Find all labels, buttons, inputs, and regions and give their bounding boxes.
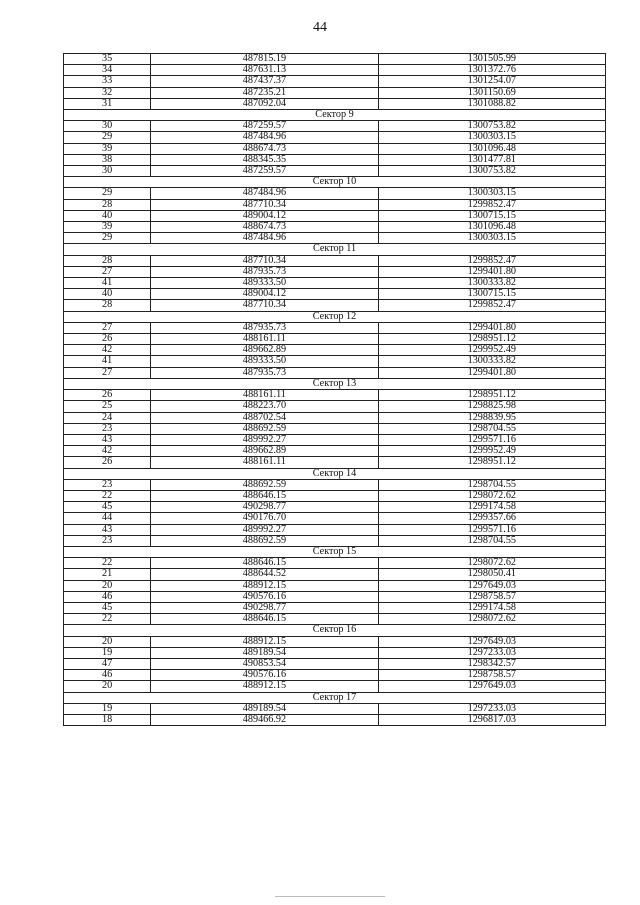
sector-label: Сектор 11 (64, 244, 606, 255)
point-number-cell: 32 (64, 87, 151, 98)
x-coordinate-cell: 490176.70 (151, 513, 378, 524)
y-coordinate-cell: 1298758.57 (378, 591, 605, 602)
table-row (64, 658, 606, 669)
y-coordinate-cell: 1300715.15 (378, 289, 605, 300)
x-coordinate-cell: 488674.73 (151, 143, 378, 154)
point-number-cell: 26 (64, 457, 151, 468)
table-row (64, 143, 606, 154)
table-row (64, 54, 606, 65)
coordinates-table (63, 53, 606, 726)
point-number-cell: 29 (64, 132, 151, 143)
x-coordinate-cell: 489333.50 (151, 356, 378, 367)
x-coordinate-cell: 488161.11 (151, 390, 378, 401)
y-coordinate-cell: 1298951.12 (378, 457, 605, 468)
y-coordinate-cell: 1298050.41 (378, 569, 605, 580)
table-row (64, 490, 606, 501)
table-row (64, 703, 606, 714)
point-number-cell: 34 (64, 65, 151, 76)
y-coordinate-cell: 1298072.62 (378, 614, 605, 625)
table-row (64, 188, 606, 199)
y-coordinate-cell: 1298951.12 (378, 334, 605, 345)
y-coordinate-cell: 1300715.15 (378, 210, 605, 221)
point-number-cell: 42 (64, 345, 151, 356)
point-number-cell: 27 (64, 367, 151, 378)
y-coordinate-cell: 1299357.66 (378, 513, 605, 524)
point-number-cell: 33 (64, 76, 151, 87)
sector-header-row (64, 311, 606, 322)
x-coordinate-cell: 487259.57 (151, 121, 378, 132)
point-number-cell: 47 (64, 658, 151, 669)
point-number-cell: 29 (64, 233, 151, 244)
point-number-cell: 30 (64, 121, 151, 132)
y-coordinate-cell: 1299852.47 (378, 199, 605, 210)
x-coordinate-cell: 488674.73 (151, 222, 378, 233)
y-coordinate-cell: 1298758.57 (378, 670, 605, 681)
table-row (64, 569, 606, 580)
sector-label: Сектор 12 (64, 311, 606, 322)
point-number-cell: 23 (64, 535, 151, 546)
sector-header-row (64, 692, 606, 703)
point-number-cell: 45 (64, 502, 151, 513)
sector-header-row (64, 177, 606, 188)
table-row (64, 356, 606, 367)
table-row (64, 266, 606, 277)
sector-label: Сектор 15 (64, 546, 606, 557)
sector-label: Сектор 14 (64, 468, 606, 479)
table-row (64, 502, 606, 513)
y-coordinate-cell: 1301372.76 (378, 65, 605, 76)
table-row (64, 76, 606, 87)
x-coordinate-cell: 487710.34 (151, 300, 378, 311)
x-coordinate-cell: 489189.54 (151, 703, 378, 714)
y-coordinate-cell: 1301096.48 (378, 222, 605, 233)
table-row (64, 714, 606, 725)
table-row (64, 289, 606, 300)
y-coordinate-cell: 1300333.82 (378, 356, 605, 367)
point-number-cell: 27 (64, 266, 151, 277)
point-number-cell: 43 (64, 524, 151, 535)
y-coordinate-cell: 1301505.99 (378, 54, 605, 65)
table-row (64, 121, 606, 132)
point-number-cell: 38 (64, 154, 151, 165)
table-row (64, 479, 606, 490)
x-coordinate-cell: 488702.54 (151, 412, 378, 423)
point-number-cell: 28 (64, 300, 151, 311)
table-row (64, 255, 606, 266)
x-coordinate-cell: 487710.34 (151, 199, 378, 210)
point-number-cell: 22 (64, 558, 151, 569)
point-number-cell: 20 (64, 580, 151, 591)
x-coordinate-cell: 488912.15 (151, 681, 378, 692)
point-number-cell: 24 (64, 412, 151, 423)
y-coordinate-cell: 1298839.95 (378, 412, 605, 423)
y-coordinate-cell: 1299401.80 (378, 266, 605, 277)
table-row (64, 210, 606, 221)
x-coordinate-cell: 489004.12 (151, 210, 378, 221)
table-row (64, 457, 606, 468)
y-coordinate-cell: 1297649.03 (378, 580, 605, 591)
x-coordinate-cell: 487484.96 (151, 132, 378, 143)
y-coordinate-cell: 1299952.49 (378, 446, 605, 457)
x-coordinate-cell: 487935.73 (151, 322, 378, 333)
x-coordinate-cell: 488223.70 (151, 401, 378, 412)
y-coordinate-cell: 1299401.80 (378, 367, 605, 378)
x-coordinate-cell: 490576.16 (151, 670, 378, 681)
table-row (64, 558, 606, 569)
sector-header-row (64, 468, 606, 479)
point-number-cell: 29 (64, 188, 151, 199)
y-coordinate-cell: 1299401.80 (378, 322, 605, 333)
y-coordinate-cell: 1301096.48 (378, 143, 605, 154)
point-number-cell: 35 (64, 54, 151, 65)
y-coordinate-cell: 1298072.62 (378, 558, 605, 569)
point-number-cell: 46 (64, 591, 151, 602)
y-coordinate-cell: 1297649.03 (378, 681, 605, 692)
point-number-cell: 26 (64, 390, 151, 401)
x-coordinate-cell: 488692.59 (151, 423, 378, 434)
point-number-cell: 22 (64, 614, 151, 625)
y-coordinate-cell: 1301477.81 (378, 154, 605, 165)
x-coordinate-cell: 489992.27 (151, 434, 378, 445)
table-row (64, 446, 606, 457)
point-number-cell: 27 (64, 322, 151, 333)
table-row (64, 434, 606, 445)
table-row (64, 334, 606, 345)
point-number-cell: 40 (64, 289, 151, 300)
y-coordinate-cell: 1299852.47 (378, 255, 605, 266)
point-number-cell: 46 (64, 670, 151, 681)
table-row (64, 154, 606, 165)
y-coordinate-cell: 1298951.12 (378, 390, 605, 401)
point-number-cell: 19 (64, 703, 151, 714)
table-row (64, 670, 606, 681)
table-row (64, 98, 606, 109)
table-row (64, 423, 606, 434)
point-number-cell: 44 (64, 513, 151, 524)
table-row (64, 647, 606, 658)
y-coordinate-cell: 1300753.82 (378, 166, 605, 177)
sector-label: Сектор 13 (64, 378, 606, 389)
point-number-cell: 18 (64, 714, 151, 725)
y-coordinate-cell: 1300303.15 (378, 132, 605, 143)
sector-header-row (64, 110, 606, 121)
table-row (64, 222, 606, 233)
x-coordinate-cell: 488644.52 (151, 569, 378, 580)
table-row (64, 580, 606, 591)
x-coordinate-cell: 489189.54 (151, 647, 378, 658)
x-coordinate-cell: 487935.73 (151, 266, 378, 277)
table-row (64, 278, 606, 289)
x-coordinate-cell: 489662.89 (151, 345, 378, 356)
table-row (64, 233, 606, 244)
x-coordinate-cell: 489333.50 (151, 278, 378, 289)
point-number-cell: 43 (64, 434, 151, 445)
point-number-cell: 39 (64, 143, 151, 154)
table-row (64, 345, 606, 356)
sector-header-row (64, 625, 606, 636)
y-coordinate-cell: 1298825.98 (378, 401, 605, 412)
x-coordinate-cell: 487631.13 (151, 65, 378, 76)
x-coordinate-cell: 488345.35 (151, 154, 378, 165)
y-coordinate-cell: 1298072.62 (378, 490, 605, 501)
table-row (64, 591, 606, 602)
x-coordinate-cell: 488646.15 (151, 490, 378, 501)
x-coordinate-cell: 487484.96 (151, 188, 378, 199)
table-row (64, 390, 606, 401)
y-coordinate-cell: 1297233.03 (378, 703, 605, 714)
table-row (64, 132, 606, 143)
x-coordinate-cell: 489004.12 (151, 289, 378, 300)
x-coordinate-cell: 488161.11 (151, 334, 378, 345)
point-number-cell: 23 (64, 479, 151, 490)
point-number-cell: 40 (64, 210, 151, 221)
y-coordinate-cell: 1299571.16 (378, 434, 605, 445)
point-number-cell: 20 (64, 636, 151, 647)
point-number-cell: 28 (64, 199, 151, 210)
table-row (64, 87, 606, 98)
point-number-cell: 42 (64, 446, 151, 457)
point-number-cell: 31 (64, 98, 151, 109)
x-coordinate-cell: 490298.77 (151, 602, 378, 613)
table-row (64, 65, 606, 76)
x-coordinate-cell: 488646.15 (151, 614, 378, 625)
x-coordinate-cell: 488692.59 (151, 535, 378, 546)
x-coordinate-cell: 487710.34 (151, 255, 378, 266)
table-row (64, 513, 606, 524)
y-coordinate-cell: 1301088.82 (378, 98, 605, 109)
y-coordinate-cell: 1297233.03 (378, 647, 605, 658)
table-row (64, 322, 606, 333)
x-coordinate-cell: 487259.57 (151, 166, 378, 177)
x-coordinate-cell: 490576.16 (151, 591, 378, 602)
y-coordinate-cell: 1301150.69 (378, 87, 605, 98)
y-coordinate-cell: 1298704.55 (378, 535, 605, 546)
y-coordinate-cell: 1297649.03 (378, 636, 605, 647)
x-coordinate-cell: 487235.21 (151, 87, 378, 98)
point-number-cell: 26 (64, 334, 151, 345)
point-number-cell: 19 (64, 647, 151, 658)
x-coordinate-cell: 487935.73 (151, 367, 378, 378)
x-coordinate-cell: 488161.11 (151, 457, 378, 468)
x-coordinate-cell: 487484.96 (151, 233, 378, 244)
sector-header-row (64, 244, 606, 255)
sector-label: Сектор 10 (64, 177, 606, 188)
table-row (64, 166, 606, 177)
y-coordinate-cell: 1300303.15 (378, 188, 605, 199)
y-coordinate-cell: 1299174.58 (378, 502, 605, 513)
point-number-cell: 25 (64, 401, 151, 412)
point-number-cell: 22 (64, 490, 151, 501)
table-row (64, 199, 606, 210)
y-coordinate-cell: 1300753.82 (378, 121, 605, 132)
point-number-cell: 21 (64, 569, 151, 580)
y-coordinate-cell: 1298342.57 (378, 658, 605, 669)
table-row (64, 681, 606, 692)
y-coordinate-cell: 1300333.82 (378, 278, 605, 289)
point-number-cell: 20 (64, 681, 151, 692)
x-coordinate-cell: 489466.92 (151, 714, 378, 725)
table-row (64, 367, 606, 378)
y-coordinate-cell: 1301254.07 (378, 76, 605, 87)
y-coordinate-cell: 1298704.55 (378, 479, 605, 490)
x-coordinate-cell: 488912.15 (151, 580, 378, 591)
x-coordinate-cell: 490853.54 (151, 658, 378, 669)
table-row (64, 535, 606, 546)
point-number-cell: 28 (64, 255, 151, 266)
table-row (64, 300, 606, 311)
sector-header-row (64, 546, 606, 557)
y-coordinate-cell: 1299571.16 (378, 524, 605, 535)
sector-label: Сектор 9 (64, 110, 606, 121)
sector-header-row (64, 378, 606, 389)
x-coordinate-cell: 487092.04 (151, 98, 378, 109)
x-coordinate-cell: 489662.89 (151, 446, 378, 457)
table-row (64, 636, 606, 647)
x-coordinate-cell: 489992.27 (151, 524, 378, 535)
coordinates-table-body (64, 54, 606, 726)
y-coordinate-cell: 1299174.58 (378, 602, 605, 613)
x-coordinate-cell: 488692.59 (151, 479, 378, 490)
y-coordinate-cell: 1299852.47 (378, 300, 605, 311)
point-number-cell: 45 (64, 602, 151, 613)
point-number-cell: 41 (64, 278, 151, 289)
y-coordinate-cell: 1298704.55 (378, 423, 605, 434)
table-row (64, 602, 606, 613)
point-number-cell: 39 (64, 222, 151, 233)
table-row (64, 401, 606, 412)
y-coordinate-cell: 1300303.15 (378, 233, 605, 244)
x-coordinate-cell: 488646.15 (151, 558, 378, 569)
table-row (64, 614, 606, 625)
table-row (64, 412, 606, 423)
y-coordinate-cell: 1299952.49 (378, 345, 605, 356)
scan-artifact (275, 896, 385, 897)
point-number-cell: 41 (64, 356, 151, 367)
x-coordinate-cell: 487437.37 (151, 76, 378, 87)
table-row (64, 524, 606, 535)
point-number-cell: 23 (64, 423, 151, 434)
sector-label: Сектор 16 (64, 625, 606, 636)
x-coordinate-cell: 487815.19 (151, 54, 378, 65)
y-coordinate-cell: 1296817.03 (378, 714, 605, 725)
point-number-cell: 30 (64, 166, 151, 177)
x-coordinate-cell: 488912.15 (151, 636, 378, 647)
page-number: 44 (313, 20, 327, 35)
x-coordinate-cell: 490298.77 (151, 502, 378, 513)
sector-label: Сектор 17 (64, 692, 606, 703)
